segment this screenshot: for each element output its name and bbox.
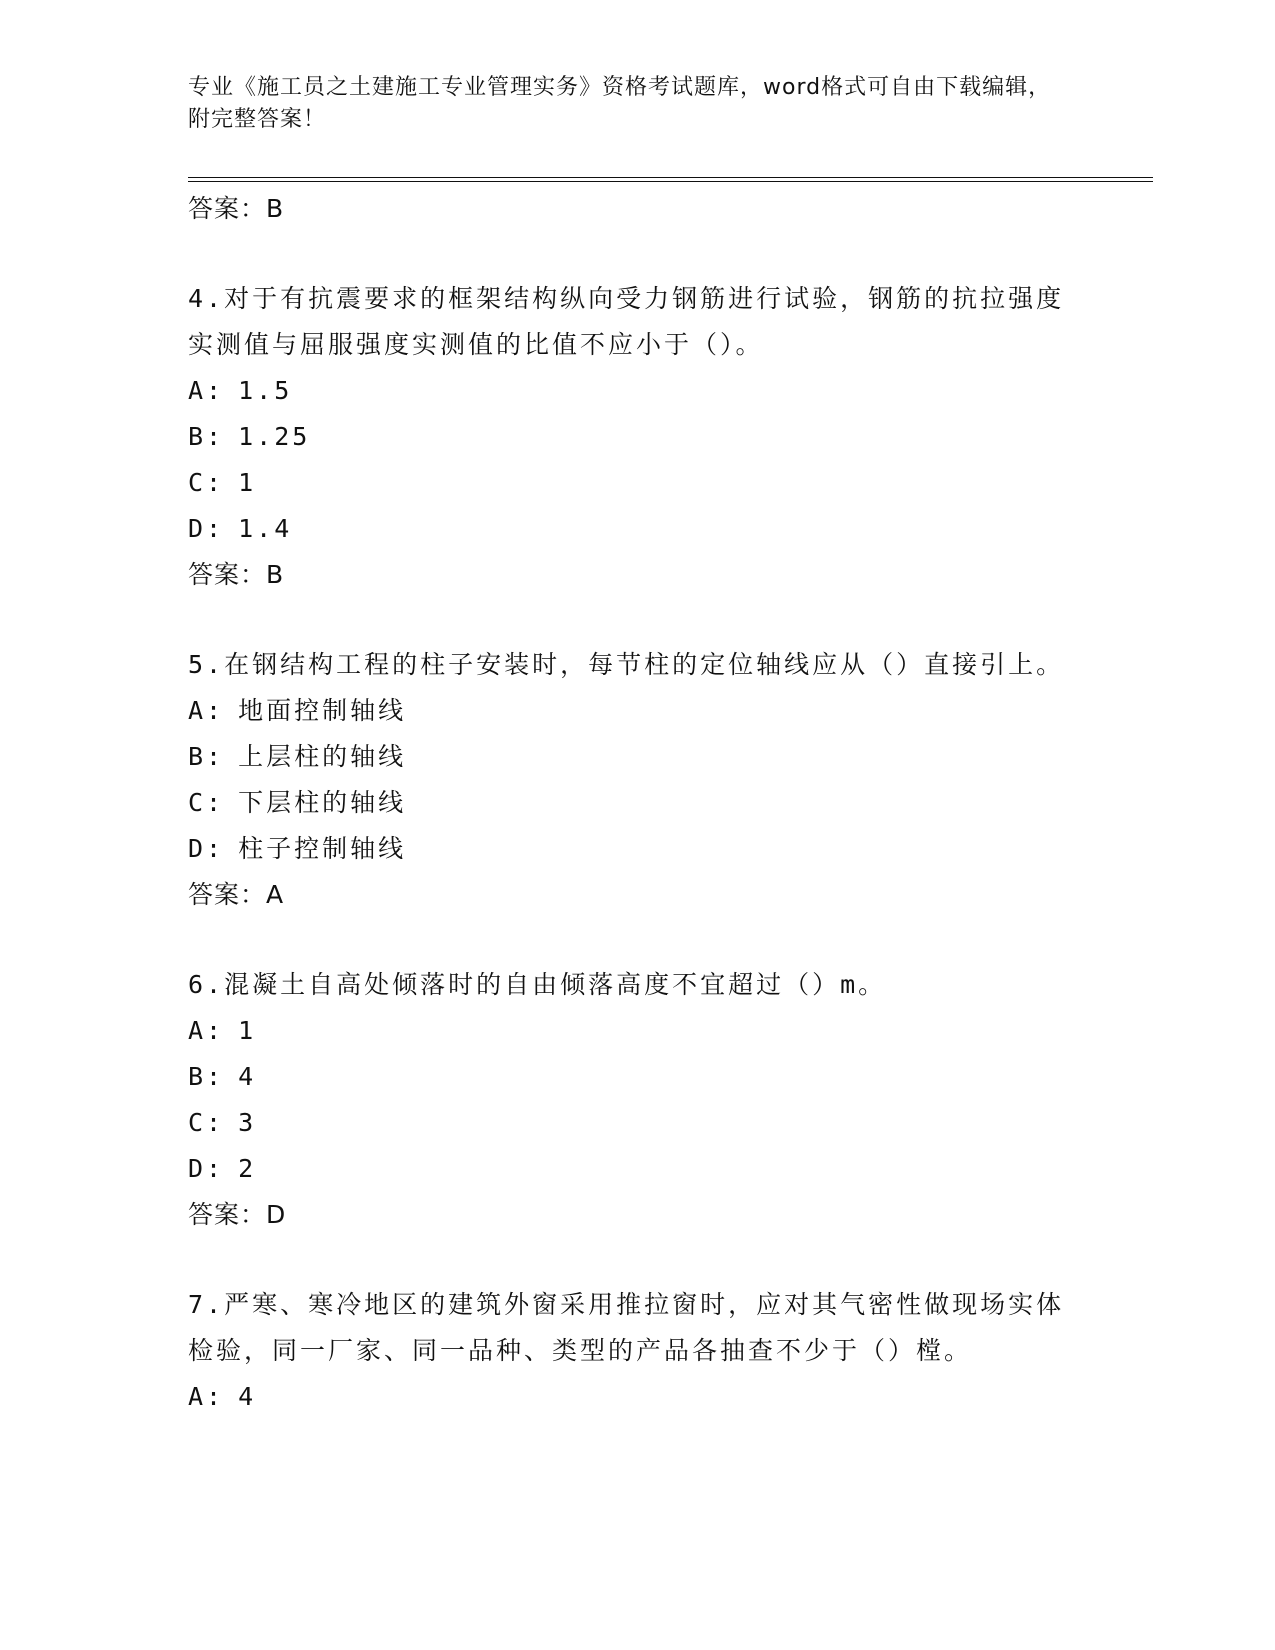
option-b [188, 1054, 1068, 1100]
option-key: D: [188, 1154, 225, 1183]
question-text: 5.在钢结构工程的柱子安装时，每节柱的定位轴线应从（）直接引上。 [188, 650, 1065, 679]
question-text: 6.混凝土自高处倾落时的自由倾落高度不宜超过（）m。 [188, 970, 887, 999]
option-a [188, 1008, 1068, 1054]
option-key: A: [188, 1016, 225, 1045]
option-value: 下层柱的轴线 [238, 788, 407, 817]
option-key: B: [188, 742, 225, 771]
option-key: B: [188, 1062, 225, 1091]
answer-label: 答案：D [188, 1200, 287, 1229]
answer-label: 答案：B [188, 560, 285, 589]
option-value: 3 [238, 1108, 257, 1137]
header-divider [188, 177, 1153, 182]
option-value: 4 [238, 1382, 257, 1411]
document-header: 专业《施工员之土建施工专业管理实务》资格考试题库，word格式可自由下载编辑，附完整答案！ [188, 75, 1052, 132]
option-key: A: [188, 1382, 225, 1411]
option-d [188, 506, 1068, 552]
option-key: A: [188, 696, 225, 725]
option-value: 上层柱的轴线 [238, 742, 407, 771]
question-list [188, 186, 1068, 1420]
option-a [188, 688, 1068, 734]
option-value: 1.5 [238, 376, 293, 405]
answer-label: 答案：B [188, 194, 285, 223]
option-key: C: [188, 468, 225, 497]
question-text: 7.严寒、寒冷地区的建筑外窗采用推拉窗时，应对其气密性做现场实体检验，同一厂家、同一品种、类型的产品各抽查不少于（）樘。 [188, 1290, 1065, 1365]
option-value: 1 [238, 468, 257, 497]
option-d [188, 1146, 1068, 1192]
answer-label: 答案：A [188, 880, 285, 909]
option-key: D: [188, 514, 225, 543]
option-c [188, 1100, 1068, 1146]
option-b [188, 414, 1068, 460]
option-value: 地面控制轴线 [238, 696, 407, 725]
option-key: A: [188, 376, 225, 405]
option-value: 柱子控制轴线 [238, 834, 407, 863]
option-d [188, 826, 1068, 872]
option-c [188, 460, 1068, 506]
option-value: 1 [238, 1016, 257, 1045]
option-b [188, 734, 1068, 780]
option-key: C: [188, 788, 225, 817]
option-value: 1.4 [238, 514, 293, 543]
option-key: B: [188, 422, 225, 451]
option-key: D: [188, 834, 225, 863]
option-value: 4 [238, 1062, 257, 1091]
option-a [188, 368, 1068, 414]
option-value: 2 [238, 1154, 257, 1183]
question-text: 4.对于有抗震要求的框架结构纵向受力钢筋进行试验，钢筋的抗拉强度实测值与屈服强度实测值的比值不应小于（）。 [188, 284, 1065, 359]
option-a [188, 1374, 1068, 1420]
option-key: C: [188, 1108, 225, 1137]
option-c [188, 780, 1068, 826]
option-value: 1.25 [238, 422, 311, 451]
